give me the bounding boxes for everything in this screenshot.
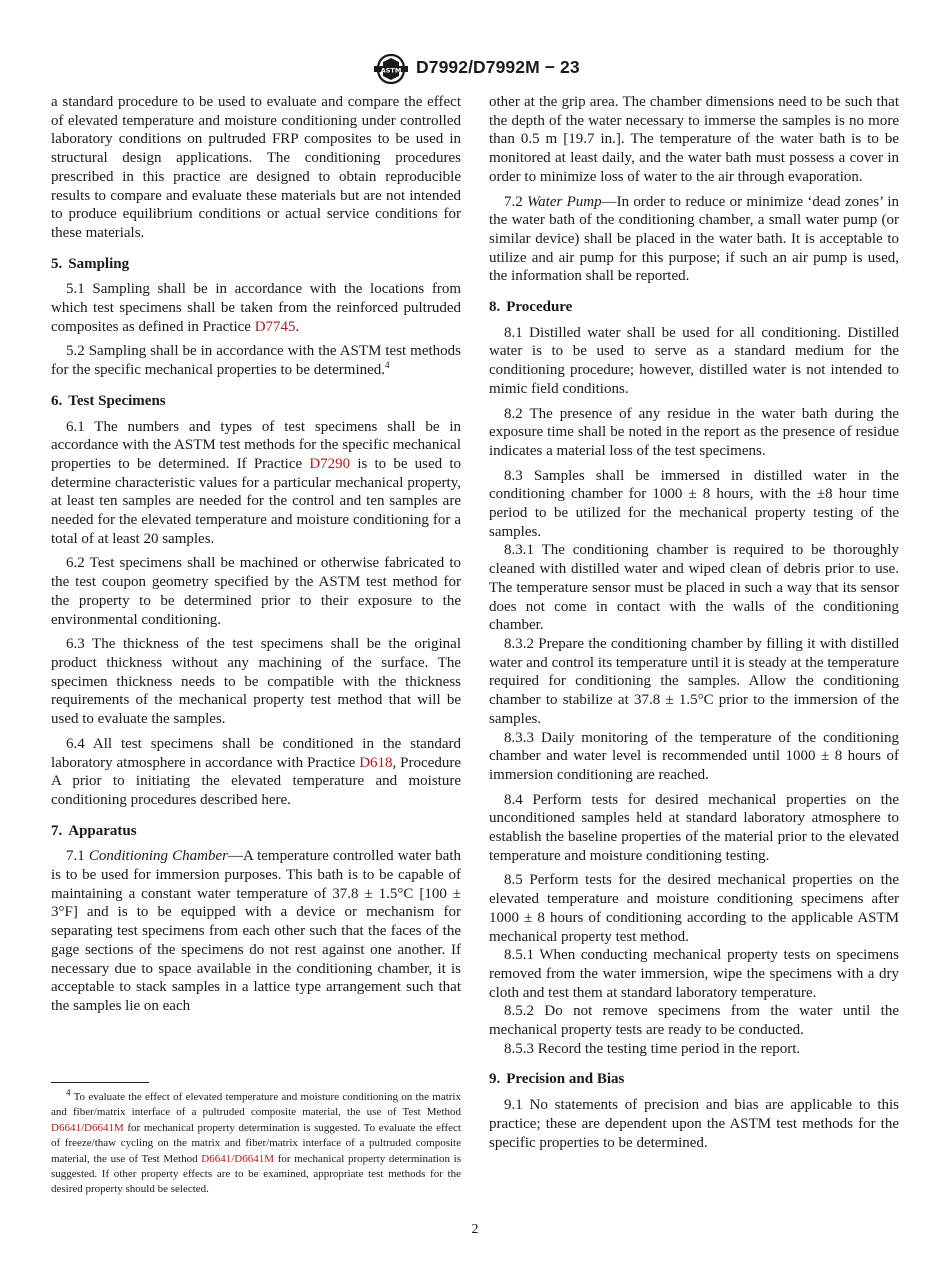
- left-column: [51, 93, 461, 1016]
- paragraph-6-4: 6.4 All test specimens shall be conditioned in the standard laboratory atmosphere in accordance with Practice D618, Procedure A prior to initiating the elevated temperature and moisture conditioning procedures described here.: [51, 735, 461, 808]
- footnote: [51, 1087, 461, 1198]
- svg-text:ASTM: ASTM: [380, 66, 402, 75]
- paragraph-9-1: 9.1 No statements of precision and bias are applicable to this practice; these are dependent upon the ASTM test methods for the specific properties to be determined.: [489, 1097, 899, 1151]
- section-heading-sampling: 5. Sampling: [51, 255, 130, 272]
- link-d7745[interactable]: D7745: [254, 318, 296, 335]
- footnote-4: $^4$ To evaluate the effect of elevated temperature and moisture conditioning on the matrix and fiber/matrix interface of a pultruded composite material, the use of Test Method D6641/D6641M for mechanical property determination is suggested. To evaluate the effect of freeze/thaw cycling on the matrix and fiber/matrix interface of a pultruded composite material, the use of Test Method D6641/D6641M for mechanical property determination is suggested. If other property effects are to be examined, appropriate test methods for the desired property should be selected.: [51, 1087, 461, 1196]
- paragraph-8-5-2: 8.5.2 Do not remove specimens from the water until the mechanical property tests are ready to be conducted.: [489, 1003, 899, 1039]
- footnote-ref-4: 4: [385, 360, 390, 371]
- paragraph-8-5-3: 8.5.3 Record the testing time period in the report.: [504, 1040, 801, 1057]
- paragraph-7-1: 7.1 Conditioning Chamber—A temperature controlled water bath is to be used for immersion purposes. This bath is to be capable of maintaining a constant water temperature of 37.8 ± 1.5°C [100 ± 3°F] and is to be equipped with a device or mechanism for separating test specimens from each other such that the faces of the gage sections of the specimens do not rest against one another. If necessary due to space available in the conditioning chamber, it is acceptable to stack samples in a lattice type arrangement such that the samples lie on each: [51, 848, 461, 1014]
- paragraph-7-1-continued: other at the grip area. The chamber dimensions need to be such that the depth of the water necessary to immerse the samples is no more than 0.5 m [19.7 in.]. The temperature of the water bath is to be monitored at least daily, and the water bath must possess a cover in order to minimize loss of water to the air through evaporation.: [489, 94, 899, 185]
- paragraph-7-2: 7.2 Water Pump—In order to reduce or minimize ‘dead zones’ in the water bath of the conditioning chamber, a small water pump (or similar device) shall be placed in the water bath. It is acceptable to utilize and air pump for this purpose; if such an air pump is used, the information shall be reported.: [489, 193, 899, 285]
- section-heading-procedure: 8. Procedure: [489, 299, 573, 316]
- document-designation: D7992/D7992M − 23: [416, 57, 580, 77]
- link-d6641-2[interactable]: D6641/D6641M: [201, 1152, 275, 1165]
- paragraph-8-4: 8.4 Perform tests for desired mechanical properties on the unconditioned samples held at standard laboratory atmosphere to establish the baseline properties of the material prior to the elevated temperature and moisture conditioning testing.: [489, 791, 899, 864]
- page-number: 2: [471, 1222, 479, 1237]
- paragraph-8-3-1: 8.3.1 The conditioning chamber is required to be thoroughly cleaned with distilled water and wiped clean of debris prior to use. The temperature sensor must be placed in such a way that its sensor does not come in contact with the walls of the conditioning chamber.: [489, 542, 899, 634]
- paragraph-6-2: 6.2 Test specimens shall be machined or otherwise fabricated to the test coupon geometry specified by the ASTM test method for the property to be determined prior to their exposure to the environmental conditioning.: [51, 555, 461, 628]
- paragraph-8-5-1: 8.5.1 When conducting mechanical property tests on specimens removed from the water immersion, wipe the specimens with a dry cloth and test them at standard laboratory temperature.: [489, 947, 899, 1001]
- link-d618[interactable]: D618: [359, 754, 393, 771]
- right-column: [489, 93, 899, 1152]
- paragraph-6-3: 6.3 The thickness of the test specimens shall be the original product thickness without any machining of the surface. The specimen thickness needs to be compatible with the thickness requirements of the mechanical property test method that will be used to evaluate the samples.: [51, 636, 461, 728]
- paragraph-5-2: 5.2 Sampling shall be in accordance with the ASTM test methods for the specific mechanical properties to be determined.$^4$: [51, 343, 461, 379]
- paragraph-8-3-3: 8.3.3 Daily monitoring of the temperature of the conditioning chamber and water level is recommended until 1000 ± 8 hours of immersion conditioning are reached.: [489, 729, 899, 783]
- astm-logo-icon: [372, 54, 410, 84]
- paragraph-8-5: 8.5 Perform tests for the desired mechanical properties on the elevated temperature and moisture conditioning specimens after 1000 ± 8 hours of conditioning according to the applicable ASTM mechanical property test method.: [489, 872, 899, 945]
- paragraph-8-3: 8.3 Samples shall be immersed in distilled water in the conditioning chamber for 1000 ± 8 hours, with the ±8 hour time period to be utilized for the mechanical property testing of the samples.: [489, 467, 899, 540]
- section-heading-precision-and-bias: 9. Precision and Bias: [489, 1071, 625, 1088]
- paragraph-8-3-2: 8.3.2 Prepare the conditioning chamber by filling it with distilled water and control its temperature until it is steady at the temperature required for conditioning the samples. Allow the conditioning chamber to stabilize at 37.8 ± 1.5°C prior to the immersion of the samples.: [489, 635, 899, 727]
- paragraph-8-2: 8.2 The presence of any residue in the water bath during the exposure time shall be noted in the report as the presence of residue indicates a material loss of the test specimens.: [489, 405, 899, 459]
- section-heading-apparatus: 7. Apparatus: [51, 822, 137, 839]
- paragraph-8-1: 8.1 Distilled water shall be used for all conditioning. Distilled water is to be used to serve as a standard medium for the conditioning procedure; however, distilled water is not intended to mimic field conditions.: [489, 324, 899, 397]
- paragraph-6-1: 6.1 The numbers and types of test specimens shall be in accordance with the ASTM test methods for the specific mechanical properties to be determined. If Practice D7290 is to be used to determine characteristic values for a particular mechanical property, at least ten samples are needed for the control and ten samples are needed for the elevated temperature and moisture conditioning for a total of at least 20 samples.: [51, 418, 461, 547]
- page-header: [0, 54, 950, 84]
- footnote-divider: [51, 1082, 149, 1083]
- section-heading-test-specimens: 6. Test Specimens: [51, 392, 166, 409]
- paragraph-continued: a standard procedure to be used to evaluate and compare the effect of elevated temperature and moisture conditioning under controlled laboratory conditions on pultruded FRP composites to be used in structural design applications. The conditioning procedures prescribed in this practice are designed to obtain reproducible results to compare and evaluate these materials but are not intended to produce equilibrium conditions or actual service conditions for these materials.: [51, 94, 461, 241]
- link-d6641-1[interactable]: D6641/D6641M: [51, 1121, 124, 1134]
- paragraph-5-1: 5.1 Sampling shall be in accordance with the locations from which test specimens shall be taken from the reinforced pultruded composites as defined in Practice D7745.: [51, 281, 461, 335]
- link-d7290[interactable]: D7290: [309, 455, 351, 472]
